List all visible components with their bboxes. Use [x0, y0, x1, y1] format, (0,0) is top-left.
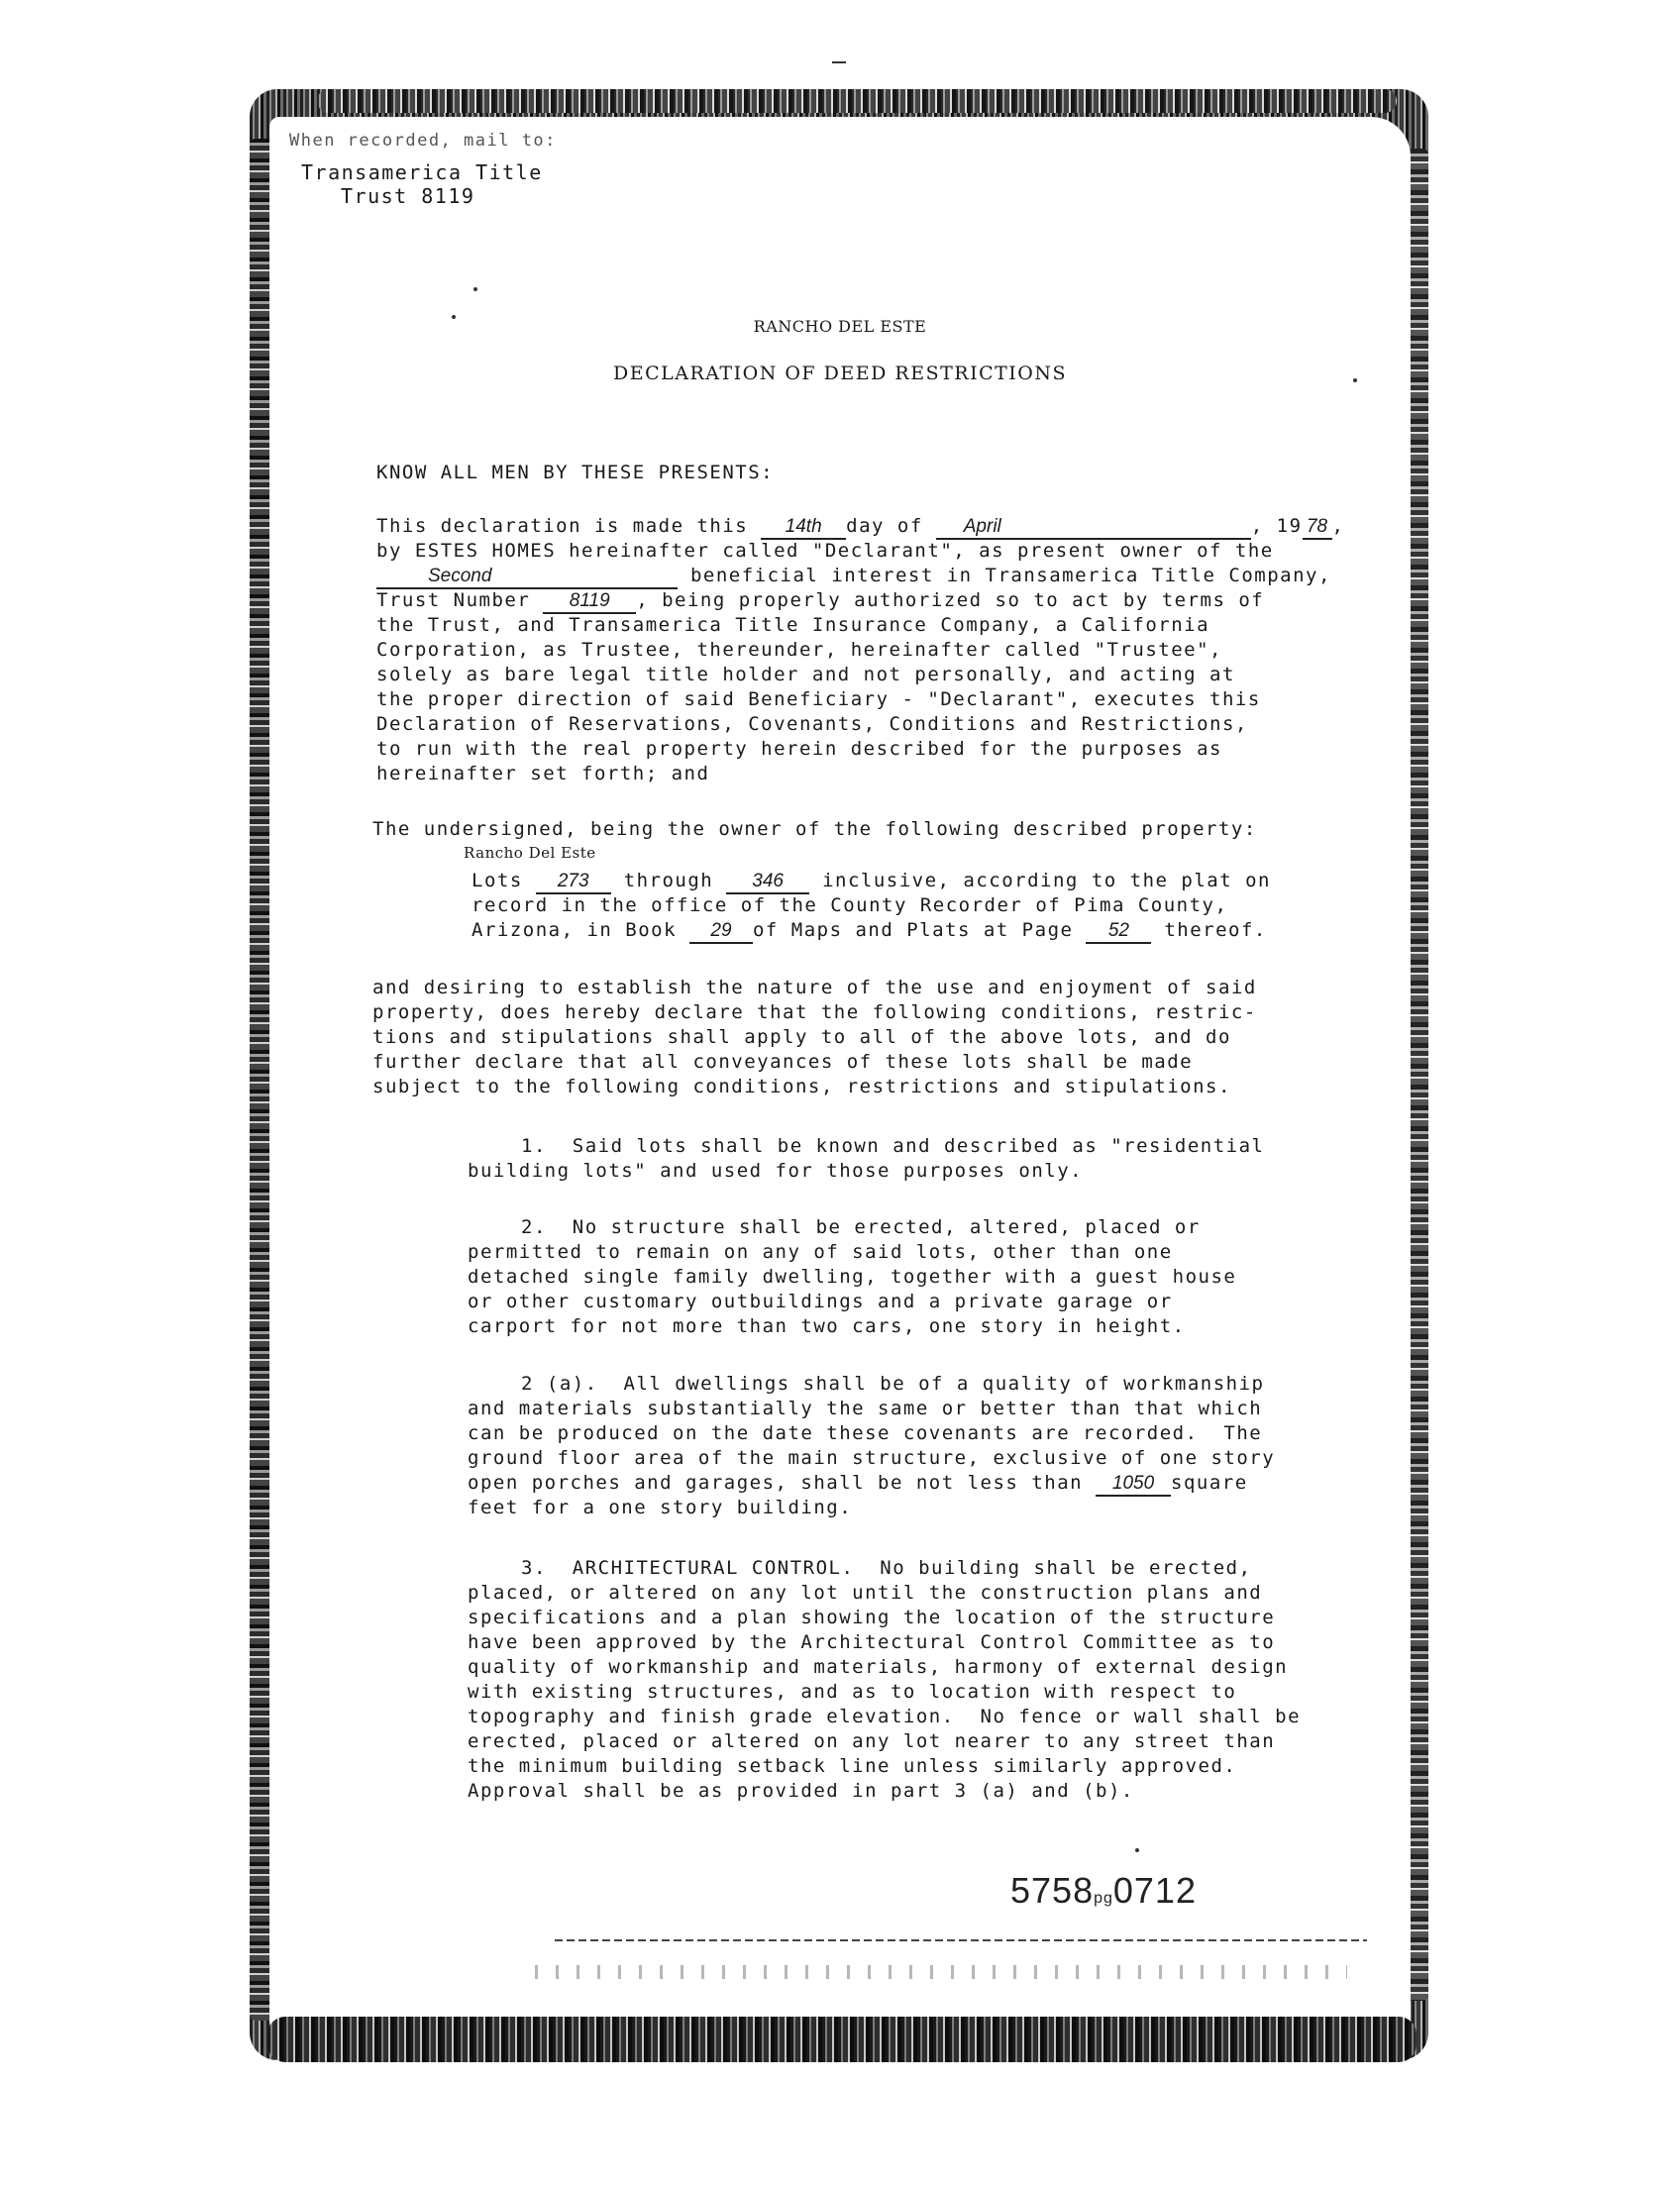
separator: pg	[1094, 1890, 1113, 1907]
item3-line6: with existing structures, and as to location with respect to	[468, 1681, 1237, 1703]
para1-line11: hereinafter set forth; and	[376, 763, 710, 784]
text: thereof.	[1151, 919, 1267, 941]
scan-mark	[832, 61, 846, 63]
item2a-line2: and materials substantially the same or better than that which	[468, 1398, 1263, 1419]
para3-line1: and desiring to establish the nature of the use and enjoyment of said	[372, 977, 1257, 998]
item2a-line6: feet for a one story building.	[468, 1497, 853, 1518]
para3-line3: tions and stipulations shall apply to all of the above lots, and do	[372, 1026, 1231, 1048]
item2-line1: 2. No structure shall be erected, altered, placed or	[521, 1216, 1201, 1238]
item1-line1: 1. Said lots shall be known and described as "residential	[521, 1135, 1265, 1157]
text: square	[1171, 1472, 1248, 1494]
para2-line1: The undersigned, being the owner of the following described property:	[372, 818, 1257, 840]
para2-line3: record in the office of the County Recorder of Pima County,	[472, 894, 1228, 916]
text: open porches and garages, shall be not less than	[468, 1472, 1097, 1494]
para1-line9: Declaration of Reservations, Covenants, Conditions and Restrictions,	[376, 713, 1248, 735]
fill-interest: Second	[376, 566, 678, 589]
text: , being properly authorized so to act by terms of	[636, 589, 1265, 611]
para1-line10: to run with the real property herein described for the purposes as	[376, 738, 1222, 760]
item3-line3: specifications and a plan showing the location of the structure	[468, 1607, 1276, 1628]
mail-to-stamp: When recorded, mail to:	[289, 131, 557, 151]
fill-square-feet: 1050	[1096, 1473, 1171, 1497]
item3-line4: have been approved by the Architectural Control Committee as to	[468, 1631, 1276, 1653]
item3-line1: 3. ARCHITECTURAL CONTROL. No building shall be erected,	[521, 1557, 1252, 1579]
scan-edge-bottom	[267, 2017, 1417, 2062]
para1-line6: Corporation, as Trustee, thereunder, hereinafter called "Trustee",	[376, 639, 1222, 661]
para1-line8: the proper direction of said Beneficiary - "Declarant", executes this	[376, 688, 1261, 710]
text: of Maps and Plats at Page	[752, 919, 1087, 941]
item2-line4: or other customary outbuildings and a private garage or	[468, 1291, 1173, 1312]
item3-line2: placed, or altered on any lot until the construction plans and	[468, 1582, 1263, 1604]
text: ,	[1331, 515, 1345, 537]
footer-rule	[555, 1939, 1367, 1941]
fill-trust-number: 8119	[543, 590, 636, 614]
text: Lots	[472, 870, 536, 891]
mail-to-name: Transamerica Title	[301, 160, 543, 184]
para2-line2	[472, 870, 1271, 894]
property-name: Rancho Del Este	[464, 844, 596, 862]
para3-line5: subject to the following conditions, restrictions and stipulations.	[372, 1076, 1231, 1097]
opening-line: KNOW ALL MEN BY THESE PRESENTS:	[376, 462, 775, 483]
para3-line2: property, does hereby declare that the following conditions, restric-	[372, 1001, 1257, 1023]
item2a-line1: 2 (a). All dwellings shall be of a quality of workmanship	[521, 1373, 1265, 1395]
para1-line4	[376, 589, 1264, 614]
fill-year: 78	[1303, 516, 1332, 540]
item3-line10: Approval shall be as provided in part 3 (a) and (b).	[468, 1780, 1134, 1802]
item2-line5: carport for not more than two cars, one story in height.	[468, 1315, 1186, 1337]
fill-month: April	[936, 516, 1251, 540]
item1-line2: building lots" and used for those purposes only.	[468, 1160, 1084, 1182]
item3-line8: erected, placed or altered on any lot nearer to any street than	[468, 1730, 1276, 1752]
para3-line4: further declare that all conveyances of these lots shall be made	[372, 1051, 1194, 1073]
text: inclusive, according to the plat on	[809, 870, 1271, 891]
item2a-line3: can be produced on the date these covenants are recorded. The	[468, 1422, 1263, 1444]
text: , 19	[1250, 515, 1303, 537]
mail-to-trust: Trust 8119	[341, 184, 475, 208]
item3-line7: topography and finish grade elevation. No fence or wall shall be	[468, 1706, 1302, 1727]
scan-edge-top	[317, 89, 1397, 113]
text: beneficial interest in Transamerica Title Company,	[678, 565, 1331, 586]
text: Trust Number	[376, 589, 544, 611]
item2a-line4: ground floor area of the main structure, exclusive of one story	[468, 1447, 1276, 1469]
document-title: RANCHO DEL ESTE	[753, 317, 927, 336]
para1-line1	[376, 515, 1344, 540]
para1-line7: solely as bare legal title holder and not personally, and acting at	[376, 664, 1235, 685]
recording-number	[1010, 1870, 1197, 1912]
footer-noise	[535, 1965, 1347, 1979]
speck	[473, 287, 477, 291]
speck	[1135, 1848, 1139, 1852]
item2a-line5	[468, 1472, 1248, 1497]
fill-lot-to: 346	[726, 871, 809, 894]
item2-line3: detached single family dwelling, together with a guest house	[468, 1266, 1237, 1288]
fill-book: 29	[689, 920, 753, 944]
item3-line9: the minimum building setback line unless similarly approved.	[468, 1755, 1237, 1777]
para2-line4	[472, 919, 1267, 944]
item2-line2: permitted to remain on any of said lots, other than one	[468, 1241, 1173, 1263]
para1-line2: by ESTES HOMES hereinafter called "Declarant", as present owner of the	[376, 540, 1274, 562]
fill-page: 52	[1086, 920, 1151, 944]
para1-line3	[376, 565, 1331, 589]
text: This declaration is made this	[376, 515, 762, 537]
book-number: 5758	[1010, 1870, 1095, 1911]
page-number: 0712	[1112, 1870, 1197, 1911]
text: day of	[846, 515, 936, 537]
text: Arizona, in Book	[472, 919, 689, 941]
text: through	[610, 870, 727, 891]
item3-line5: quality of workmanship and materials, harmony of external design	[468, 1656, 1289, 1678]
para1-line5: the Trust, and Transamerica Title Insurance Company, a California	[376, 614, 1210, 636]
document-subtitle: DECLARATION OF DEED RESTRICTIONS	[612, 363, 1068, 384]
fill-lot-from: 273	[536, 871, 611, 894]
fill-day: 14th	[761, 516, 846, 540]
